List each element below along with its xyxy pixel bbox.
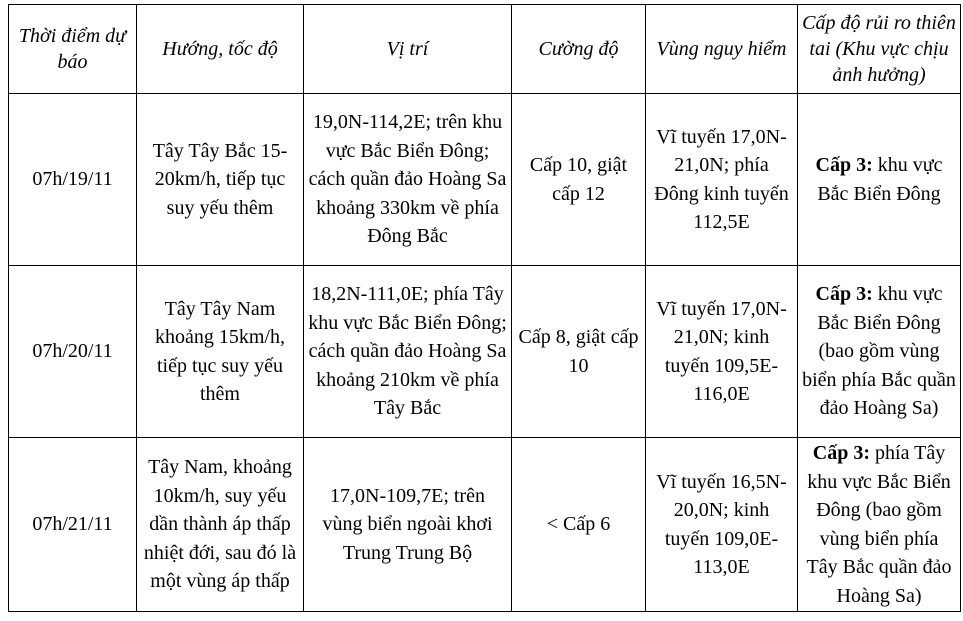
cell-position: 18,2N-111,0E; phía Tây khu vực Bắc Biển Đông; cách quần đảo Hoàng Sa khoảng 210km về phía Tây Bắc: [304, 266, 512, 438]
cell-intensity: Cấp 10, giật cấp 12: [512, 94, 646, 266]
header-danger-zone: Vùng nguy hiểm: [646, 5, 798, 94]
cell-position: 19,0N-114,2E; trên khu vực Bắc Biển Đông; cách quần đảo Hoàng Sa khoảng 330km về phía Đông Bắc: [304, 94, 512, 266]
table-row: [9, 438, 961, 612]
cell-risk: [798, 94, 961, 266]
header-forecast-time: Thời điểm dự báo: [9, 5, 137, 94]
header-direction-speed: Hướng, tốc độ: [137, 5, 304, 94]
risk-level-label: Cấp 3:: [815, 283, 873, 306]
cell-risk: [798, 438, 961, 612]
table-header-row: [9, 5, 961, 94]
risk-level-label: Cấp 3:: [812, 442, 871, 464]
header-intensity: Cường độ: [512, 5, 646, 94]
cell-risk: [798, 266, 961, 438]
risk-level-label: Cấp 3:: [815, 154, 873, 176]
cell-time: 07h/20/11: [9, 266, 137, 438]
cell-direction: Tây Tây Bắc 15-20km/h, tiếp tục suy yếu thêm: [137, 94, 304, 266]
cell-intensity: < Cấp 6: [512, 438, 646, 612]
table-row: [9, 94, 961, 266]
risk-area-text: khu vực Bắc Biển Đông (bao gồm vùng biển phía Bắc quần đảo Hoàng Sa): [802, 283, 956, 420]
forecast-table: [8, 4, 961, 612]
cell-intensity: Cấp 8, giật cấp 10: [512, 266, 646, 438]
cell-time: 07h/19/11: [9, 94, 137, 266]
cell-danger-zone: Vĩ tuyến 16,5N-20,0N; kinh tuyến 109,0E-113,0E: [646, 438, 798, 612]
cell-danger-zone: Vĩ tuyến 17,0N-21,0N; phía Đông kinh tuyến 112,5E: [646, 94, 798, 266]
cell-time: 07h/21/11: [9, 438, 137, 612]
table-row: [9, 266, 961, 438]
cell-danger-zone: Vĩ tuyến 17,0N-21,0N; kinh tuyến 109,5E-116,0E: [646, 266, 798, 438]
cell-direction: Tây Tây Nam khoảng 15km/h, tiếp tục suy yếu thêm: [137, 266, 304, 438]
cell-direction: Tây Nam, khoảng 10km/h, suy yếu dần thành áp thấp nhiệt đới, sau đó là một vùng áp thấp: [137, 438, 304, 612]
cell-position: 17,0N-109,7E; trên vùng biển ngoài khơi Trung Trung Bộ: [304, 438, 512, 612]
risk-area-text: khu vực Bắc Biển Đông: [817, 154, 943, 205]
header-risk-level: Cấp độ rủi ro thiên tai (Khu vực chịu ảnh hưởng): [798, 5, 961, 94]
risk-area-text: phía Tây khu vực Bắc Biển Đông (bao gồm vùng biển phía Tây Bắc quần đảo Hoàng Sa): [806, 442, 952, 607]
header-position: Vị trí: [304, 5, 512, 94]
